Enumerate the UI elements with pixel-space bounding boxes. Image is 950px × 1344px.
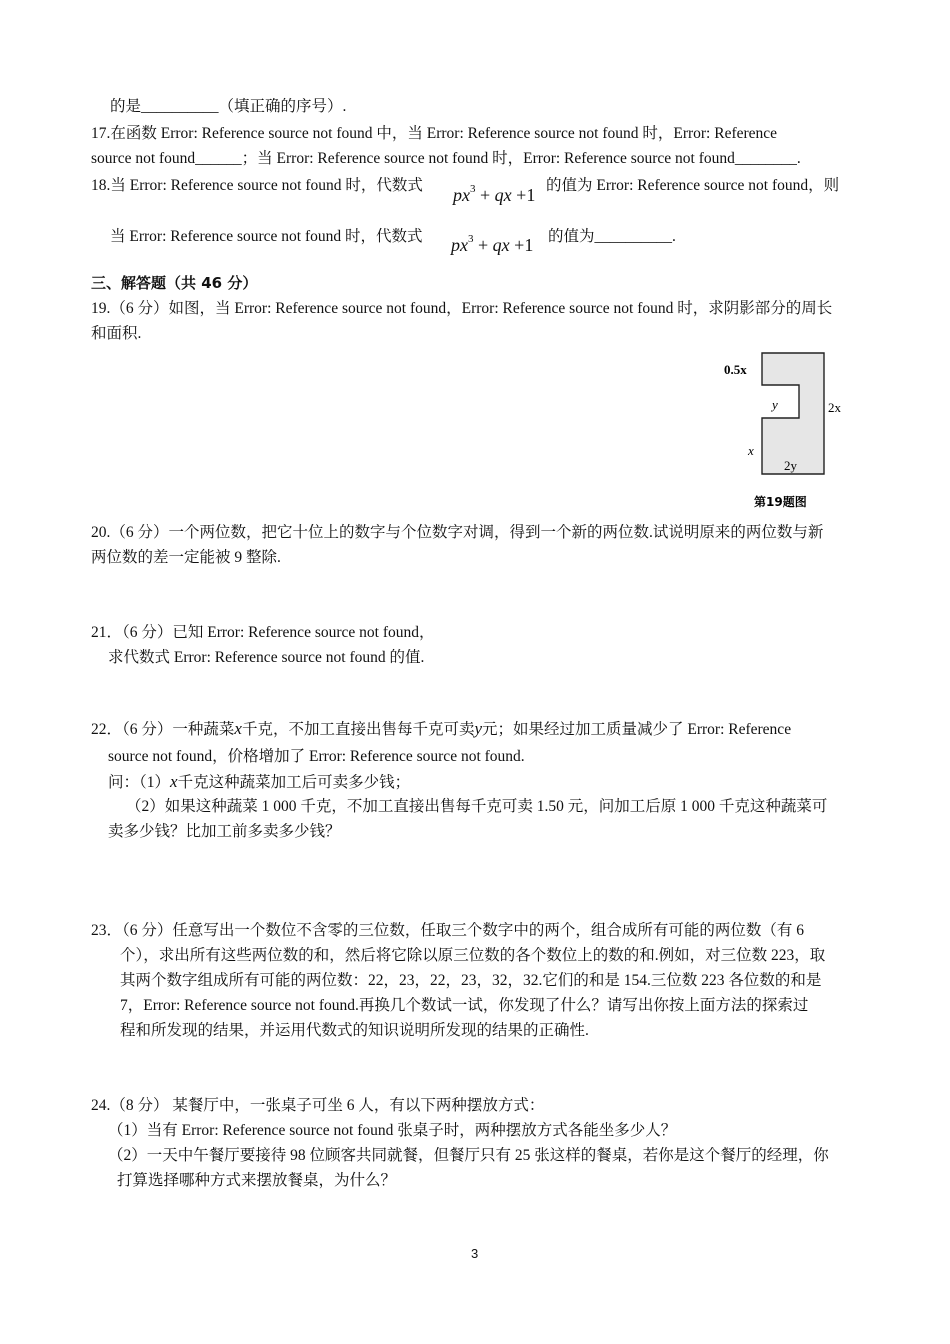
expr-px: px (451, 235, 468, 255)
q18-line2a: 当 Error: Reference source not found 时，代数式 (110, 228, 423, 245)
page-number: 3 (471, 1246, 479, 1261)
q23-line5: 程和所发现的结果，并运用代数式的知识说明所发现的结果的正确性. (120, 1022, 589, 1039)
q18-line2b: 的值为__________. (548, 228, 676, 245)
q18-expression-2 (451, 235, 533, 256)
q22-line2: source not found，价格增加了 Error: Reference source not found. (108, 748, 525, 765)
q22-line4: （2）如果这种蔬菜 1 000 千克，不加工直接出售每千克可卖 1.50 元，问加工后原 1 000 千克这种蔬菜可 (126, 798, 828, 815)
label-x: x (748, 443, 754, 458)
var-x: x (170, 772, 178, 791)
q22-text-a: 22．（6 分）一种蔬菜 (91, 721, 235, 738)
expr-exponent: 3 (470, 183, 476, 195)
q18-expression-1 (453, 185, 535, 206)
figure-caption: 第19题图 (754, 495, 807, 509)
q19-line2: 和面积. (91, 325, 142, 342)
expr-plus: + (516, 185, 527, 205)
q22-ask: 问：（1） (108, 774, 171, 791)
q21-line2: 求代数式 Error: Reference source not found 的值. (108, 649, 425, 666)
q19-figure (722, 343, 852, 518)
expr-plus: + (514, 235, 525, 255)
q24-line4: 打算选择哪种方式来摆放餐桌，为什么？ (117, 1172, 397, 1189)
q17-line1: 17.在函数 Error: Reference source not found 中，当 Error: Reference source not found 时，Error: Reference (91, 125, 778, 142)
expr-qx: qx (494, 185, 512, 205)
q16-tail: 的是__________（填正确的序号）. (110, 98, 347, 115)
section-heading: 三、解答题（共 46 分） (91, 274, 258, 292)
q22-line1 (91, 718, 791, 741)
q17-line2: source not found______；当 Error: Reference source not found 时，Error: Reference source not found________. (91, 150, 801, 167)
q18-line1b: 的值为 Error: Reference source not found，则 (546, 177, 840, 194)
expr-exponent: 3 (468, 233, 474, 245)
var-y: y (474, 719, 482, 738)
label-2y: 2y (784, 458, 797, 473)
q22-part1: 千克这种蔬菜加工后可卖多少钱； (177, 774, 411, 791)
q18-line1a: 18.当 Error: Reference source not found 时，代数式 (91, 177, 423, 194)
q24-line3: （2）一天中午餐厅要接待 98 位顾客共同就餐，但餐厅只有 25 张这样的餐桌，若你是这个餐厅的经理，你 (108, 1147, 829, 1164)
expr-qx: qx (492, 235, 510, 255)
q23-line4: 7，Error: Reference source not found.再换几个数试一试，你发现了什么？请写出你按上面方法的探索过 (120, 997, 809, 1014)
expr-one: 1 (524, 235, 534, 255)
q24-line1: 24.（8 分） 某餐厅中，一张桌子可坐 6 人，有以下两种摆放方式： (91, 1097, 545, 1114)
q22-line5: 卖多少钱？比加工前多卖多少钱？ (108, 823, 341, 840)
q22-line3 (108, 771, 410, 794)
label-2x: 2x (828, 400, 841, 415)
label-0-5x: 0.5x (724, 362, 747, 377)
q20-line1: 20.（6 分）一个两位数，把它十位上的数字与个位数字对调，得到一个新的两位数.试说明原来的两位数与新 (91, 524, 824, 541)
label-y: y (772, 397, 778, 412)
var-x: x (234, 719, 242, 738)
q22-text-c: 元；如果经过加工质量减少了 Error: Reference (482, 721, 792, 738)
expr-px: px (453, 185, 470, 205)
q22-text-b: 千克，不加工直接出售每千克可卖 (241, 721, 475, 738)
q19-line1: 19.（6 分）如图，当 Error: Reference source not found，Error: Reference source not found 时，求阴影部分的周长 (91, 300, 833, 317)
q23-line1: 23．（6 分）任意写出一个数位不含零的三位数，任取三个数字中的两个，组合成所有可能的两位数（有 6 (91, 922, 805, 939)
q24-line2: （1）当有 Error: Reference source not found 张桌子时，两种摆放方式各能坐多少人？ (108, 1122, 677, 1139)
q23-line3: 其两个数字组成所有可能的两位数：22，23，22，23，32，32.它们的和是 154.三位数 223 各位数的和是 (120, 972, 822, 989)
expr-plus: + (480, 185, 491, 205)
expr-plus: + (478, 235, 489, 255)
q20-line2: 两位数的差一定能被 9 整除. (91, 549, 281, 566)
expr-one: 1 (526, 185, 536, 205)
shaded-shape (762, 353, 824, 474)
q23-line2: 个），求出所有这些两位数的和，然后将它除以原三位数的各个数位上的数的和.例如，对三位数 223，取 (120, 947, 826, 964)
q21-line1: 21．（6 分）已知 Error: Reference source not found， (91, 624, 435, 641)
